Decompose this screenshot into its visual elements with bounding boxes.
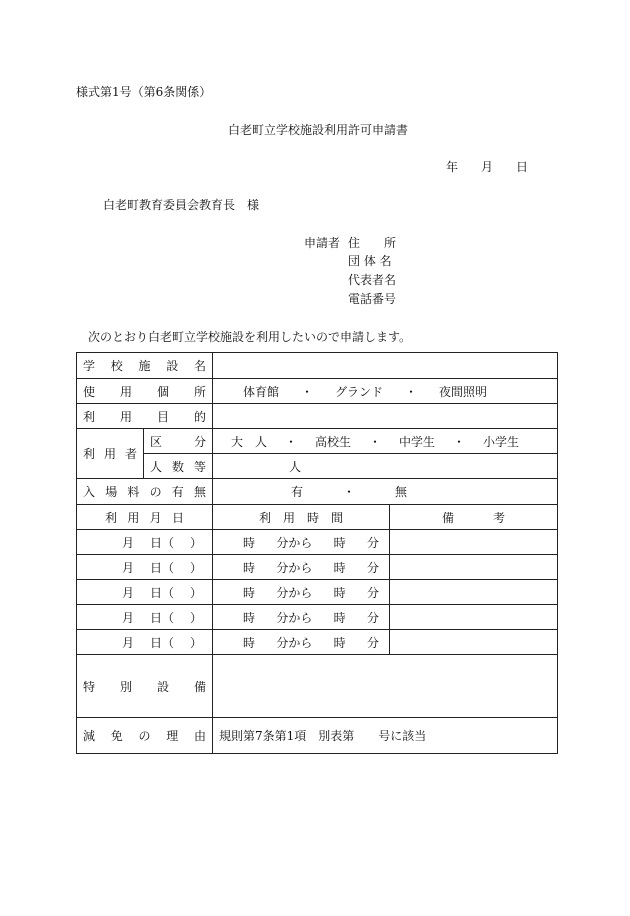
- document-title: 白老町立学校施設利用許可申請書: [228, 123, 409, 137]
- fee-label: 入 場 料 の 有 無: [77, 479, 213, 505]
- applicant-address: 住 所: [348, 236, 397, 250]
- purpose-field[interactable]: [213, 404, 558, 429]
- addressee: 白老町教育委員会教育長 様: [103, 198, 260, 212]
- schedule-row: [77, 530, 558, 555]
- special-equipment-field[interactable]: [213, 655, 558, 718]
- count-label: 人 数 等: [144, 454, 213, 479]
- notes-cell[interactable]: [390, 555, 558, 580]
- time-cell[interactable]: 時 分から 時 分: [213, 530, 390, 555]
- date-cell[interactable]: 月 日（ ）: [77, 630, 213, 655]
- category-label: 区 分: [144, 429, 213, 454]
- applicant-group: 団 体 名: [348, 254, 392, 268]
- facility-name-field[interactable]: [213, 353, 558, 379]
- applicant-label: 申請者: [304, 236, 341, 250]
- time-header: 利 用 時 間: [213, 505, 390, 530]
- date-cell[interactable]: 月 日（ ）: [77, 555, 213, 580]
- notes-header: 備 考: [390, 505, 558, 530]
- time-cell[interactable]: 時 分から 時 分: [213, 580, 390, 605]
- date-cell[interactable]: 月 日（ ）: [77, 580, 213, 605]
- facility-name-label: 学 校 施 設 名: [77, 353, 213, 379]
- application-table: [76, 352, 558, 754]
- form-number: 様式第1号（第6条関係）: [76, 85, 212, 99]
- user-label: 利 用 者: [77, 429, 144, 479]
- category-options[interactable]: 大 人 ・ 高校生 ・ 中学生 ・ 小学生: [213, 429, 558, 454]
- date-month: 月: [481, 160, 494, 174]
- fee-options[interactable]: 有 ・ 無: [213, 479, 558, 505]
- date-year: 年: [446, 160, 459, 174]
- count-field[interactable]: 人: [213, 454, 558, 479]
- usage-place-options[interactable]: 体育館 ・ グランド ・ 夜間照明: [213, 379, 558, 404]
- time-cell[interactable]: 時 分から 時 分: [213, 630, 390, 655]
- schedule-row: [77, 630, 558, 655]
- exemption-field[interactable]: 規則第7条第1項 別表第 号に該当: [213, 718, 558, 754]
- schedule-row: [77, 605, 558, 630]
- usage-place-label: 使 用 個 所: [77, 379, 213, 404]
- schedule-row: [77, 555, 558, 580]
- applicant-rep: 代表者名: [348, 273, 397, 287]
- notes-cell[interactable]: [390, 530, 558, 555]
- time-cell[interactable]: 時 分から 時 分: [213, 555, 390, 580]
- notes-cell[interactable]: [390, 605, 558, 630]
- notes-cell[interactable]: [390, 580, 558, 605]
- intro-text: 次のとおり白老町立学校施設を利用したいので申請します。: [88, 330, 412, 344]
- exemption-label: 減 免 の 理 由: [77, 718, 213, 754]
- date-day: 日: [516, 160, 529, 174]
- time-cell[interactable]: 時 分から 時 分: [213, 605, 390, 630]
- schedule-row: [77, 580, 558, 605]
- special-equipment-label: 特 別 設 備: [77, 655, 213, 718]
- applicant-phone: 電話番号: [348, 292, 397, 306]
- date-header: 利 用 月 日: [77, 505, 213, 530]
- date-cell[interactable]: 月 日（ ）: [77, 530, 213, 555]
- purpose-label: 利 用 目 的: [77, 404, 213, 429]
- date-cell[interactable]: 月 日（ ）: [77, 605, 213, 630]
- notes-cell[interactable]: [390, 630, 558, 655]
